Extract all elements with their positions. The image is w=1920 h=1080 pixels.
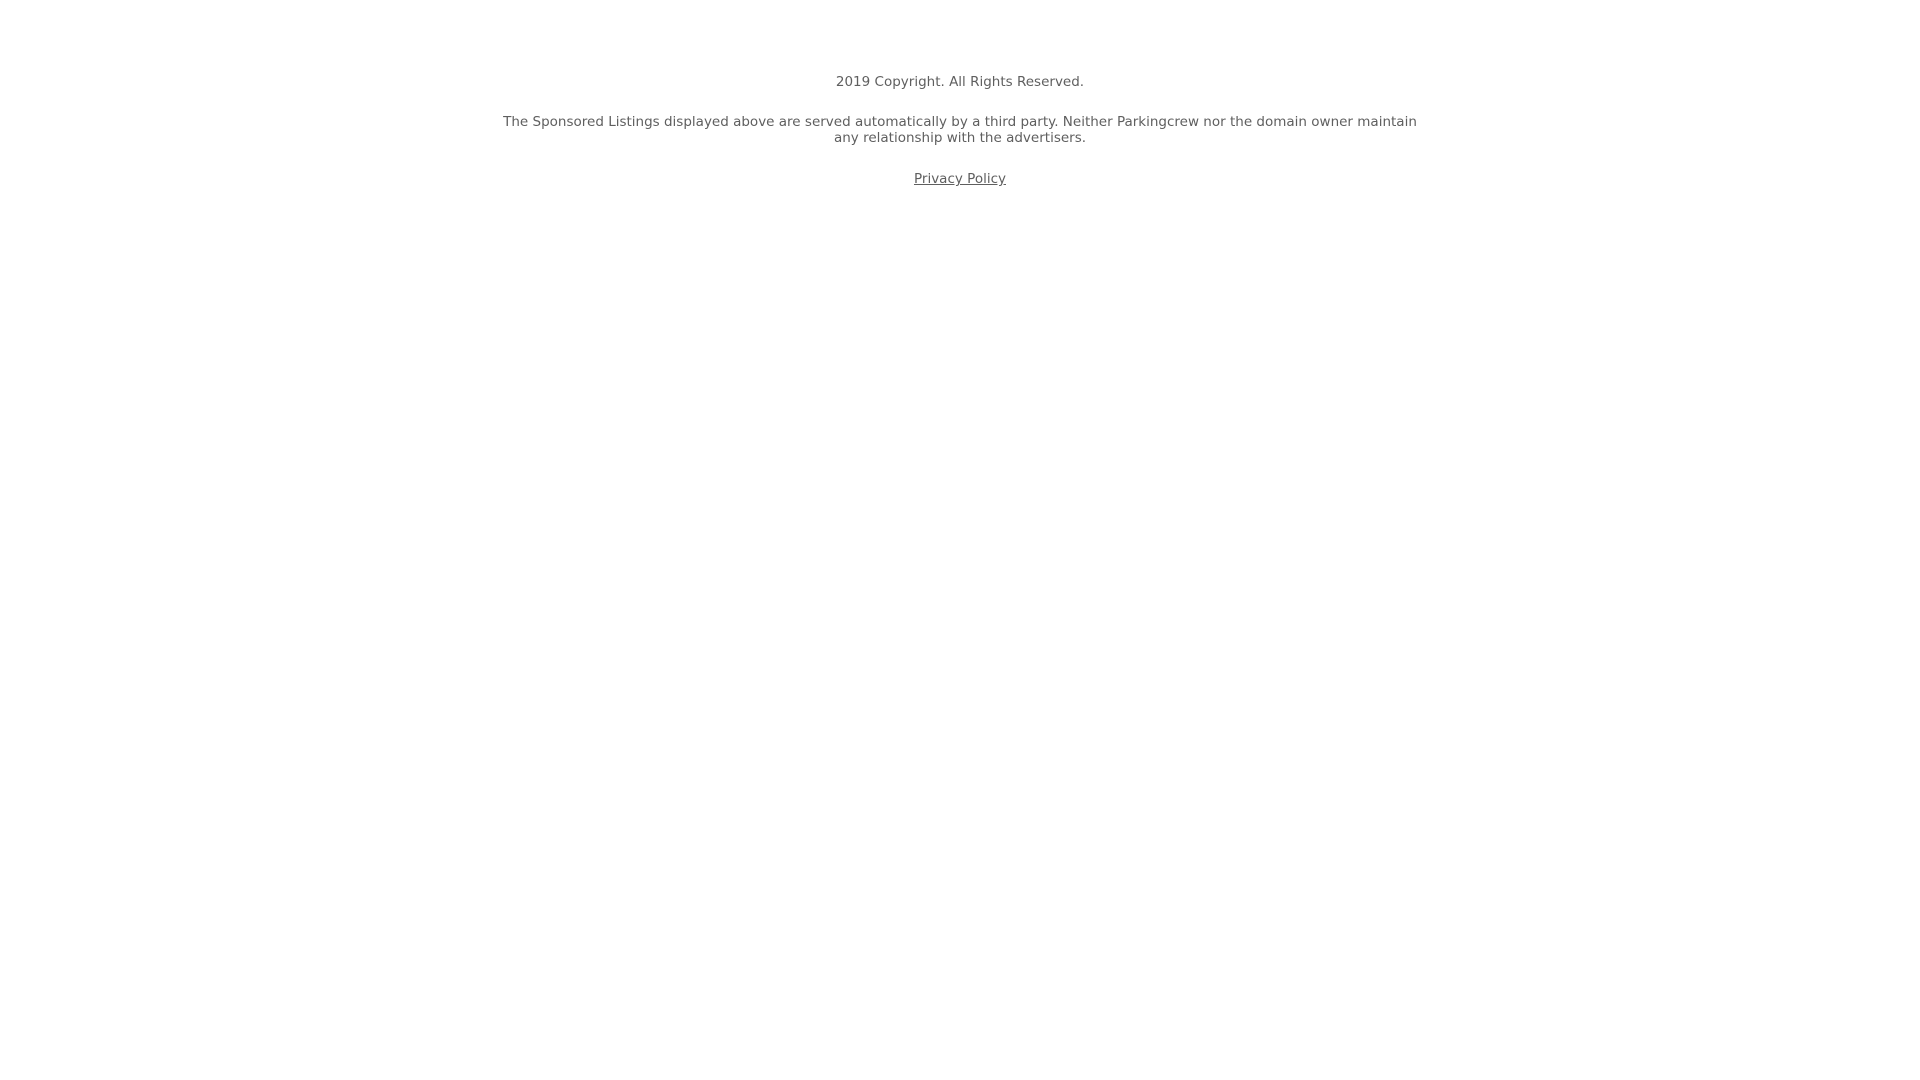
copyright-text: 2019 Copyright. All Rights Reserved. [835,74,1085,90]
privacy-policy-link[interactable]: Privacy Policy [913,171,1006,187]
privacy-policy-row [500,168,1420,189]
sponsored-listings-disclaimer: The Sponsored Listings displayed above are served automatically by a third party. Neither Parkingcrew nor the domain owner maintain any relationship with the advertisers. [503,114,1417,146]
footer-disclaimer-block [500,72,1420,189]
